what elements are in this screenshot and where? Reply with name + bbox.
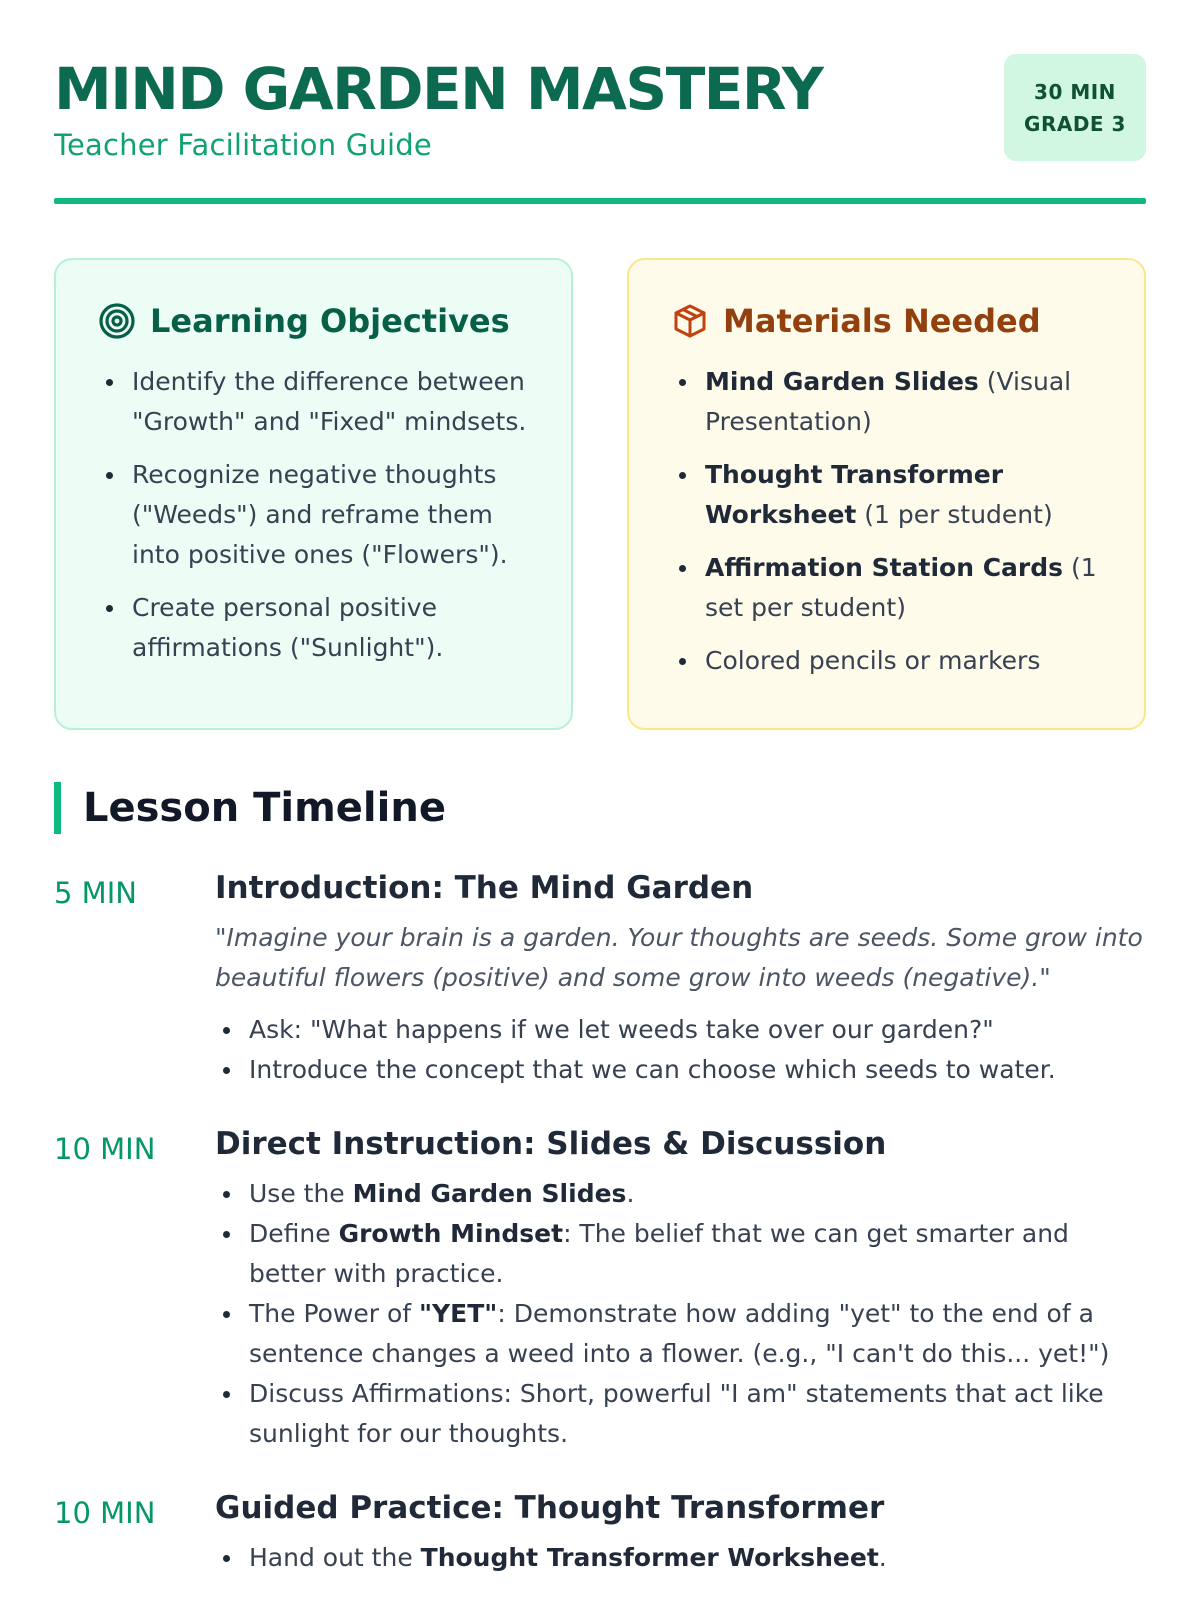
step-bullet xyxy=(249,1374,1146,1454)
step-body xyxy=(215,1124,1146,1454)
bullet-text: Ask: "What happens if we let weeds take over our garden?" xyxy=(249,1015,994,1044)
materials-title: Materials Needed xyxy=(723,302,1041,340)
materials-list xyxy=(671,362,1102,681)
timeline-step xyxy=(54,1488,1146,1578)
bullet-text: The Power of xyxy=(249,1299,420,1328)
step-bullet xyxy=(249,1010,1146,1050)
material-detail: (1 per student) xyxy=(856,500,1053,529)
material-item xyxy=(705,548,1102,628)
step-bullets xyxy=(215,1538,1146,1578)
bullet-emphasis: Mind Garden Slides xyxy=(352,1179,627,1208)
material-detail: (Visual Presentation) xyxy=(705,367,1072,436)
objective-item: Recognize negative thoughts ("Weeds") and reframe them into positive ones ("Flowers"). xyxy=(132,455,529,575)
step-quote: "Imagine your brain is a garden. Your thoughts are seeds. Some grow into beautiful flowers (positive) and some grow into weeds (negative)." xyxy=(215,923,1143,992)
timeline-step xyxy=(54,1124,1146,1454)
material-item xyxy=(705,641,1102,681)
objectives-card-header xyxy=(98,302,529,340)
page-title: MIND GARDEN MASTERY xyxy=(54,55,823,123)
material-detail: (1 set per student) xyxy=(705,553,1097,622)
material-name: Thought Transformer Worksheet xyxy=(705,460,1004,529)
bullet-emphasis: "YET" xyxy=(419,1299,498,1328)
step-bullet xyxy=(249,1294,1146,1374)
step-bullet xyxy=(249,1538,1146,1578)
objectives-card xyxy=(54,258,573,730)
step-body xyxy=(215,1488,1146,1578)
bullet-text: : The belief that we can get smarter and better with practice. xyxy=(249,1219,1069,1288)
step-bullet xyxy=(249,1050,1146,1090)
objective-item: Identify the difference between "Growth" and "Fixed" mindsets. xyxy=(132,362,529,442)
target-icon xyxy=(98,302,136,340)
material-name: Affirmation Station Cards xyxy=(705,553,1064,582)
page-subtitle: Teacher Facilitation Guide xyxy=(54,128,432,162)
material-name: Mind Garden Slides xyxy=(705,367,979,396)
box-icon xyxy=(671,302,709,340)
lesson-badge xyxy=(1004,54,1146,161)
bullet-text: Use the xyxy=(249,1179,353,1208)
material-detail: Colored pencils or markers xyxy=(705,646,1041,675)
step-bullets xyxy=(215,1174,1146,1454)
step-title: Guided Practice: Thought Transformer xyxy=(215,1490,885,1526)
bullet-emphasis: Growth Mindset xyxy=(338,1219,564,1248)
objectives-title: Learning Objectives xyxy=(150,302,510,340)
bullet-text: Hand out the xyxy=(249,1543,421,1572)
timeline-steps xyxy=(54,868,1146,1578)
summary-cards xyxy=(54,258,1146,730)
grade-label: GRADE 3 xyxy=(1024,111,1126,136)
bullet-text: Define xyxy=(249,1219,339,1248)
step-body xyxy=(215,868,1146,1090)
timeline-step xyxy=(54,868,1146,1090)
materials-card xyxy=(627,258,1146,730)
header-divider xyxy=(54,198,1146,204)
step-bullets xyxy=(215,1010,1146,1090)
duration-label: 30 MIN xyxy=(1034,79,1116,104)
timeline-heading: Lesson Timeline xyxy=(54,782,1146,834)
objectives-list xyxy=(98,362,529,668)
material-item xyxy=(705,455,1102,535)
step-bullet xyxy=(249,1214,1146,1294)
bullet-text: : Demonstrate how adding "yet" to the end of a sentence changes a weed into a flower. (e.g., "I can't do this... yet!") xyxy=(249,1299,1110,1368)
material-item xyxy=(705,362,1102,442)
step-duration: 10 MIN xyxy=(54,1132,156,1166)
bullet-text: . xyxy=(626,1179,635,1208)
step-title: Direct Instruction: Slides & Discussion xyxy=(215,1126,887,1162)
step-bullet xyxy=(249,1174,1146,1214)
lesson-timeline xyxy=(54,782,1146,1578)
bullet-text: . xyxy=(878,1543,887,1572)
bullet-emphasis: Thought Transformer Worksheet xyxy=(420,1543,879,1572)
page-header xyxy=(54,54,1146,198)
bullet-text: Introduce the concept that we can choose which seeds to water. xyxy=(249,1055,1056,1084)
objective-item: Create personal positive affirmations ("Sunlight"). xyxy=(132,588,529,668)
bullet-text: Discuss Affirmations: Short, powerful "I am" statements that act like sunlight for our thoughts. xyxy=(249,1379,1104,1448)
step-title: Introduction: The Mind Garden xyxy=(215,870,754,906)
step-duration: 5 MIN xyxy=(54,876,137,910)
step-duration: 10 MIN xyxy=(54,1496,156,1530)
materials-card-header xyxy=(671,302,1102,340)
